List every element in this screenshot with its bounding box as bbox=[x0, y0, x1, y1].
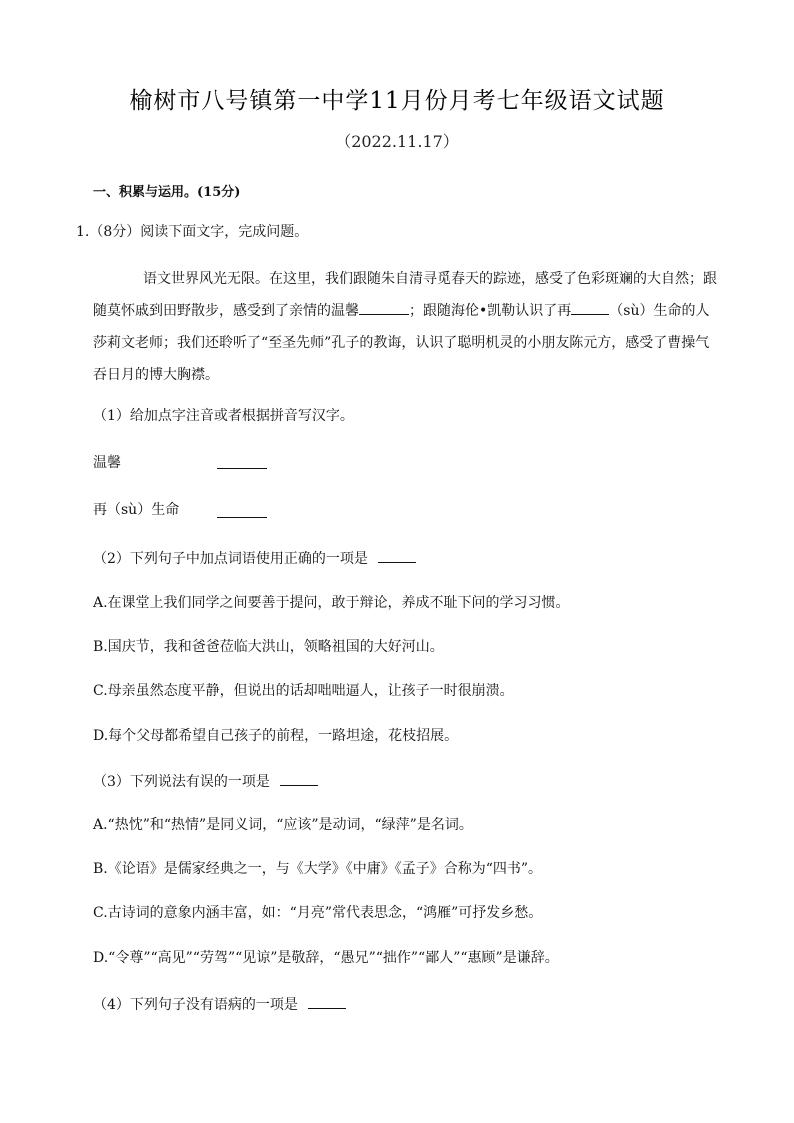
sub1-item-su-shengming: 再（sù）生命 bbox=[93, 502, 180, 518]
exam-title: 榆树市八号镇第一中学11月份月考七年级语文试题 bbox=[129, 88, 665, 114]
sub4-prompt-text: （4）下列句子没有语病的一项是 bbox=[93, 997, 298, 1013]
answer-blank[interactable] bbox=[571, 300, 609, 315]
sub1-item-wenxin: 温馨 bbox=[93, 455, 121, 471]
sub3-option-c: C.古诗词的意象内涵丰富，如：“月亮”常代表思念，“鸿雁”可抒发乡愁。 bbox=[93, 905, 543, 921]
sub3-option-b: B.《论语》是儒家经典之一，与《大学》《中庸》《孟子》合称为“四书”。 bbox=[93, 861, 543, 877]
passage-text-2: ；跟随海伦•凯勒认识了再 bbox=[409, 303, 572, 319]
sub3-option-a: A.“热忱”和“热情”是同义词，“应该”是动词，“绿萍”是名词。 bbox=[93, 817, 473, 833]
answer-blank[interactable] bbox=[308, 994, 346, 1009]
passage-text-1: 语文世界风光无限。在这里，我们跟随朱自清寻觅春天的踪迹，感受了色彩斑斓的大自然；跟随莫怀戚到田野散步，感受到了亲情的温馨 bbox=[93, 271, 717, 319]
question-1-stem: 1.（8分）阅读下面文字，完成问题。 bbox=[76, 224, 309, 240]
answer-blank[interactable] bbox=[280, 771, 318, 786]
sub3-option-d: D.“令尊”“高见”“劳驾”“见谅”是敬辞，“愚兄”“拙作”“鄙人”“惠顾”是谦辞。 bbox=[93, 950, 559, 966]
section-heading: 一、积累与运用。(15分) bbox=[93, 185, 241, 200]
sub-question-1-prompt: （1）给加点字注音或者根据拼音写汉字。 bbox=[93, 408, 354, 424]
answer-blank[interactable] bbox=[378, 548, 416, 563]
sub2-prompt-text: （2）下列句子中加点词语使用正确的一项是 bbox=[93, 551, 368, 567]
exam-date: （2022.11.17） bbox=[335, 132, 459, 151]
answer-blank[interactable] bbox=[217, 516, 267, 518]
sub-question-4-prompt bbox=[93, 994, 346, 1015]
answer-blank[interactable] bbox=[217, 467, 267, 469]
sub2-option-d: D.每个父母都希望自己孩子的前程，一路坦途，花枝招展。 bbox=[93, 728, 459, 744]
sub-question-3-prompt bbox=[93, 771, 318, 792]
answer-blank[interactable] bbox=[359, 300, 409, 315]
sub2-option-c: C.母亲虽然态度平静，但说出的话却咄咄逼人，让孩子一时很崩溃。 bbox=[93, 683, 514, 699]
sub2-option-b: B.国庆节，我和爸爸莅临大洪山，领略祖国的大好河山。 bbox=[93, 639, 444, 655]
passage-text-3: （sù）生命的人莎莉文老师；我们还聆听了“至圣先师”孔子的教诲，认识了聪明机灵的小朋友陈元方，感受了曹操气吞日月的博大胸襟。 bbox=[93, 303, 710, 383]
sub-question-2-prompt bbox=[93, 548, 416, 569]
reading-passage bbox=[93, 263, 723, 391]
sub2-option-a: A.在课堂上我们同学之间要善于提问，敢于辩论，养成不耻下问的学习习惯。 bbox=[93, 595, 570, 611]
sub3-prompt-text: （3）下列说法有误的一项是 bbox=[93, 774, 270, 790]
